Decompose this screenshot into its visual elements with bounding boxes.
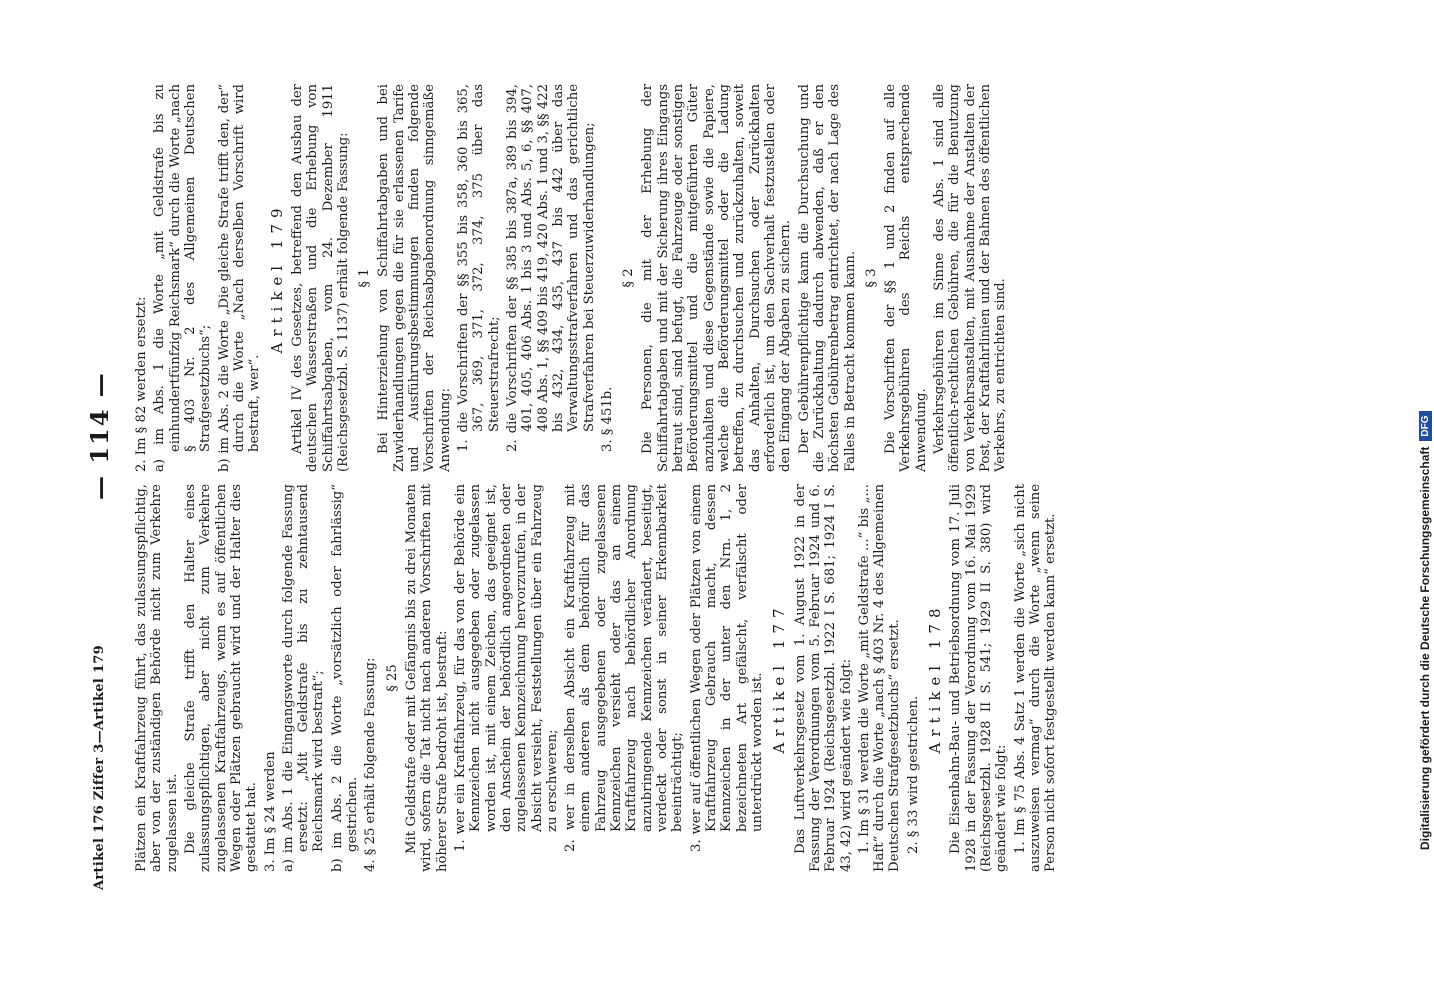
section-heading: § 2 bbox=[621, 268, 637, 288]
paragraph: Der Gebührenpflichtige kann die Durchsuchung und die Zurückhaltung dadurch abwenden, daß er den höchsten Gebührenbetrag entrichtet, der nach Lage des Falles in Betracht kommen kann. bbox=[796, 84, 858, 472]
list-item: 1. die Vorschriften der §§ 355 bis 358, 360 bis 365, 367, 369, 371, 372, 374, 375 über das Steuerstrafrecht; bbox=[456, 84, 502, 452]
list-item: 4. § 25 erhält folgende Fassung: bbox=[363, 657, 379, 872]
paragraph: 1. Im § 75 Abs. 4 Satz 1 werden die Worte „sich nicht auszuweisen vermag“ durch die Worte „wenn seine Person nicht sofort festgestellt werden kann“ ersetzt. bbox=[1012, 484, 1059, 872]
article-heading: Artikel 179 bbox=[267, 202, 286, 354]
credit-text: Digitalisierung gefördert durch die Deutsche Forschungsgemeinschaft bbox=[1418, 446, 1432, 850]
list-item: 2. die Vorschriften der §§ 385 bis 387a, 389 bis 394, 401, 405, 406 Abs. 1 bis 3 und Abs. 5, 6, §§ 407, 408 Abs. 1, §§ 409 bis 419, 420 Abs. 1 und 3, §§ 422 bis 432, 434, 435, 437 bis 442 über das Verwaltungsstrafverfahren und das gerichtliche Strafverfahren bei Steuerzuwiderhandlungen; bbox=[504, 84, 597, 452]
article-heading: Artikel 178 bbox=[926, 602, 945, 754]
list-item: 3. wer auf öffentlichen Wegen oder Plätzen von einem Kraftfahrzeug Gebrauch macht, dessen Kennzeichen in der unter den Nrn. 1, 2 bezeichneten Art gefälscht, verfälscht oder unterdrückt worden ist. bbox=[688, 484, 765, 852]
dfg-logo: DFG bbox=[1419, 411, 1432, 440]
section-heading: § 1 bbox=[357, 268, 373, 288]
paragraph: Artikel IV des Gesetzes, betreffend den Ausbau der deutschen Wasserstraßen und die Erhebung von Schiffahrtsabgaben, vom 24. Dezember 1911 (Reichsgesetzbl. S. 1137) erhält folgende Fassung: bbox=[289, 84, 351, 472]
paragraph: Die Eisenbahn-Bau- und Betriebsordnung vom 17. Juli 1928 in der Fassung der Verordnung vom 16. Mai 1929 (Reichsgesetzbl. 1928 II S. 541; 1929 II S. 380) wird geändert wie folgt: bbox=[948, 484, 1010, 872]
article-heading: Artikel 177 bbox=[770, 602, 789, 754]
paragraph: Bei Hinterziehung von Schiffahrtabgaben und bei Zuwiderhandlungen gegen die für sie erlassenen Tarife und Ausführungsbestimmungen finden folgende Vorschriften der Reichsabgabenordnung sinngemäße Anwendung: bbox=[376, 84, 453, 472]
list-item: 2. wer in derselben Absicht ein Kraftfahrzeug mit einem anderen als dem behördlich für das Fahrzeug ausgegebenen oder zugelassenen Kennzeichen versieht oder das an einem Kraftfahrzeug nach behördlicher Anordnung anzubringende Kennzeichen verändert, beseitigt, verdeckt oder sonst in seiner Erkennbarkeit beeinträchtigt; bbox=[563, 484, 686, 852]
list-item: 3. Im § 24 werden bbox=[262, 751, 278, 872]
paragraph: 2. § 33 wird gestrichen. bbox=[905, 695, 921, 854]
list-item: a) im Abs. 1 die Worte „mit Geldstrafe bis zu einhundertfünfzig Reichsmark“ durch die Worte „nach § 403 Nr. 2 des Allgemeinen Deutschen Strafgesetzbuchs“; bbox=[152, 84, 214, 472]
page-number: — 114 — bbox=[85, 371, 114, 500]
section-heading: § 3 bbox=[863, 268, 879, 288]
section-heading: § 25 bbox=[384, 664, 400, 692]
paragraph: Plätzen ein Kraftfahrzeug führt, das zulassungspflichtig, aber von der zuständigen Behörde nicht zum Verkehre zugelassen ist. bbox=[134, 484, 180, 872]
page-header bbox=[85, 70, 140, 890]
list-item: 3. § 451b. bbox=[599, 386, 615, 452]
left-column bbox=[134, 484, 1062, 872]
running-head: Artikel 176 Ziffer 3—Artikel 179 bbox=[92, 645, 107, 890]
paragraph: 1. Im § 31 werden die Worte „mit Geldstrafe ...“ bis „... Haft“ durch die Worte „nach § 403 Nr. 4 des Allgemeinen Deutschen Strafgesetzbuchs“ ersetzt. bbox=[856, 484, 903, 872]
paragraph: Die gleiche Strafe trifft den Halter eines zulassungspflichtigen, aber nicht zum Verkehre zugelassenen Kraftfahrzeugs, wenn es auf öffentlichen Wegen oder Plätzen gebraucht wird und der Halter dies gestattet hat. bbox=[182, 484, 260, 872]
list-item: b) im Abs. 2 die Worte „vorsätzlich oder fahrlässig“ gestrichen. bbox=[329, 484, 361, 872]
paragraph: Mit Geldstrafe oder mit Gefängnis bis zu drei Monaten wird, sofern die Tat nicht nach anderen Vorschriften mit höherer Strafe bedroht ist, bestraft: bbox=[404, 484, 450, 872]
list-item: 2. Im § 82 werden ersetzt: bbox=[134, 296, 149, 472]
list-item: b) im Abs. 2 die Worte „Die gleiche Strafe trifft den, der“ durch die Worte „Nach derselben Vorschrift wird bestraft, wer“. bbox=[216, 84, 263, 472]
paragraph: Verkehrsgebühren im Sinne des Abs. 1 sind alle öffentlich-rechtlichen Gebühren, die für die Benutzung von Verkehrsanstalten, mit Ausnahme der Anstalten der Post, der Kraftfahrlinien und der Bahnen des öffentlichen Verkehrs, zu entrichten sind. bbox=[932, 84, 1009, 472]
paragraph: Das Luftverkehrsgesetz vom 1. August 1922 in der Fassung der Verordnungen vom 5. Februar 1924 und 6. Februar 1924 (Reichsgesetzbl. 1922 I S. 681; 1924 I S. 43, 42) wird geändert wie folgt: bbox=[792, 484, 854, 872]
right-column bbox=[134, 84, 1012, 472]
list-item: 1. wer ein Kraftfahrzeug, für das von der Behörde ein Kennzeichen nicht ausgegeben oder zugelassen worden ist, mit einem Zeichen, das geeignet ist, den Anschein der behördlich angeordneten oder zugelassenen Kennzeichnung hervorzurufen, in der Absicht versieht, Feststellungen über ein Fahrzeug zu erschweren; bbox=[452, 484, 560, 852]
scanned-page bbox=[85, 70, 1420, 890]
paragraph: Die Vorschriften der §§ 1 und 2 finden auf alle Verkehrsgebühren des Reichs entsprechende Anwendung. bbox=[883, 84, 929, 472]
list-item: a) im Abs. 1 die Eingangsworte durch folgende Fassung ersetzt: „Mit Geldstrafe bis zu zehntausend Reichsmark wird bestraft“; bbox=[280, 484, 327, 872]
paragraph: Die Personen, die mit der Erhebung der Schiffahrtabgaben und mit der Sicherung ihres Eingangs betraut sind, sind befugt, die Fahrzeuge oder sonstigen Beförderungsmittel und die mitgeführten Güter anzuhalten und diese Gegenstände sowie die Papiere, welche die Beförderungsmittel oder die Ladung betreffen, zu durchsuchen und zurückzuhalten, soweit das Anhalten, Durchsuchen oder Zurückhalten erforderlich ist, um den Sachverhalt festzustellen oder den Eingang der Abgaben zu sichern. bbox=[640, 84, 794, 472]
digitization-credit bbox=[1414, 0, 1434, 850]
